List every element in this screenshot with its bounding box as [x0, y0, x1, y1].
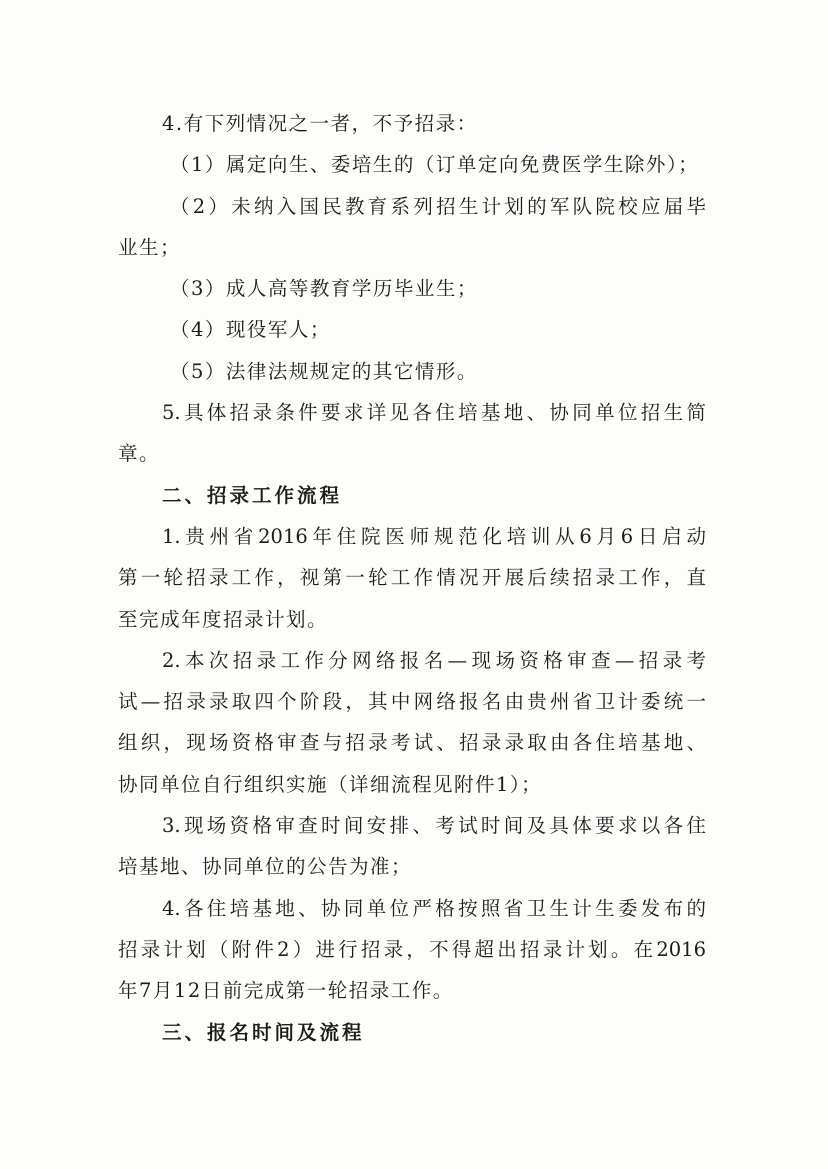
document-body	[118, 103, 706, 1053]
paragraph-line: 招录计划（附件2）进行招录，不得超出招录计划。在2016	[118, 937, 706, 961]
paragraph-line: 4.各住培基地、协同单位严格按照省卫生计生委发布的	[162, 896, 706, 920]
paragraph-line: （2）未纳入国民教育系列招生计划的军队院校应届毕	[170, 194, 706, 218]
paragraph-line: （5）法律法规规定的其它情形。	[170, 359, 478, 383]
paragraph-line: 至完成年度招录计划。	[118, 607, 329, 631]
paragraph-line: 业生；	[118, 235, 182, 259]
paragraph-line: 试—招录录取四个阶段，其中网络报名由贵州省卫计委统一	[118, 690, 706, 714]
paragraph-line: 3.现场资格审查时间安排、考试时间及具体要求以各住	[162, 814, 706, 838]
paragraph-line: 4.有下列情况之一者，不予招录：	[162, 112, 478, 135]
paragraph-line: 年7月12日前完成第一轮招录工作。	[118, 979, 454, 1003]
paragraph-line: 2.本次招录工作分网络报名—现场资格审查—招录考	[162, 648, 706, 672]
paragraph-line: 组织，现场资格审查与招录考试、招录录取由各住培基地、	[118, 731, 706, 755]
paragraph-line: 5.具体招录条件要求详见各住培基地、协同单位招生简	[162, 401, 706, 425]
paragraph-line: 1.贵州省2016年住院医师规范化培训从6月6日启动	[162, 524, 706, 548]
section-heading: 二、招录工作流程	[162, 483, 343, 507]
paragraph-line: 第一轮招录工作，视第一轮工作情况开展后续招录工作，直	[118, 566, 706, 590]
paragraph-line: （4）现役军人；	[170, 318, 331, 342]
paragraph-line: （3）成人高等教育学历毕业生；	[170, 277, 478, 301]
paragraph-line: 培基地、协同单位的公告为准；	[118, 855, 413, 879]
section-heading: 三、报名时间及流程	[162, 1020, 365, 1044]
paragraph-line: 章。	[118, 442, 161, 466]
paragraph-line: 协同单位自行组织实施（详细流程见附件1）；	[118, 772, 543, 796]
paragraph-line: （1）属定向生、委培生的（订单定向免费医学生除外）；	[170, 153, 700, 177]
